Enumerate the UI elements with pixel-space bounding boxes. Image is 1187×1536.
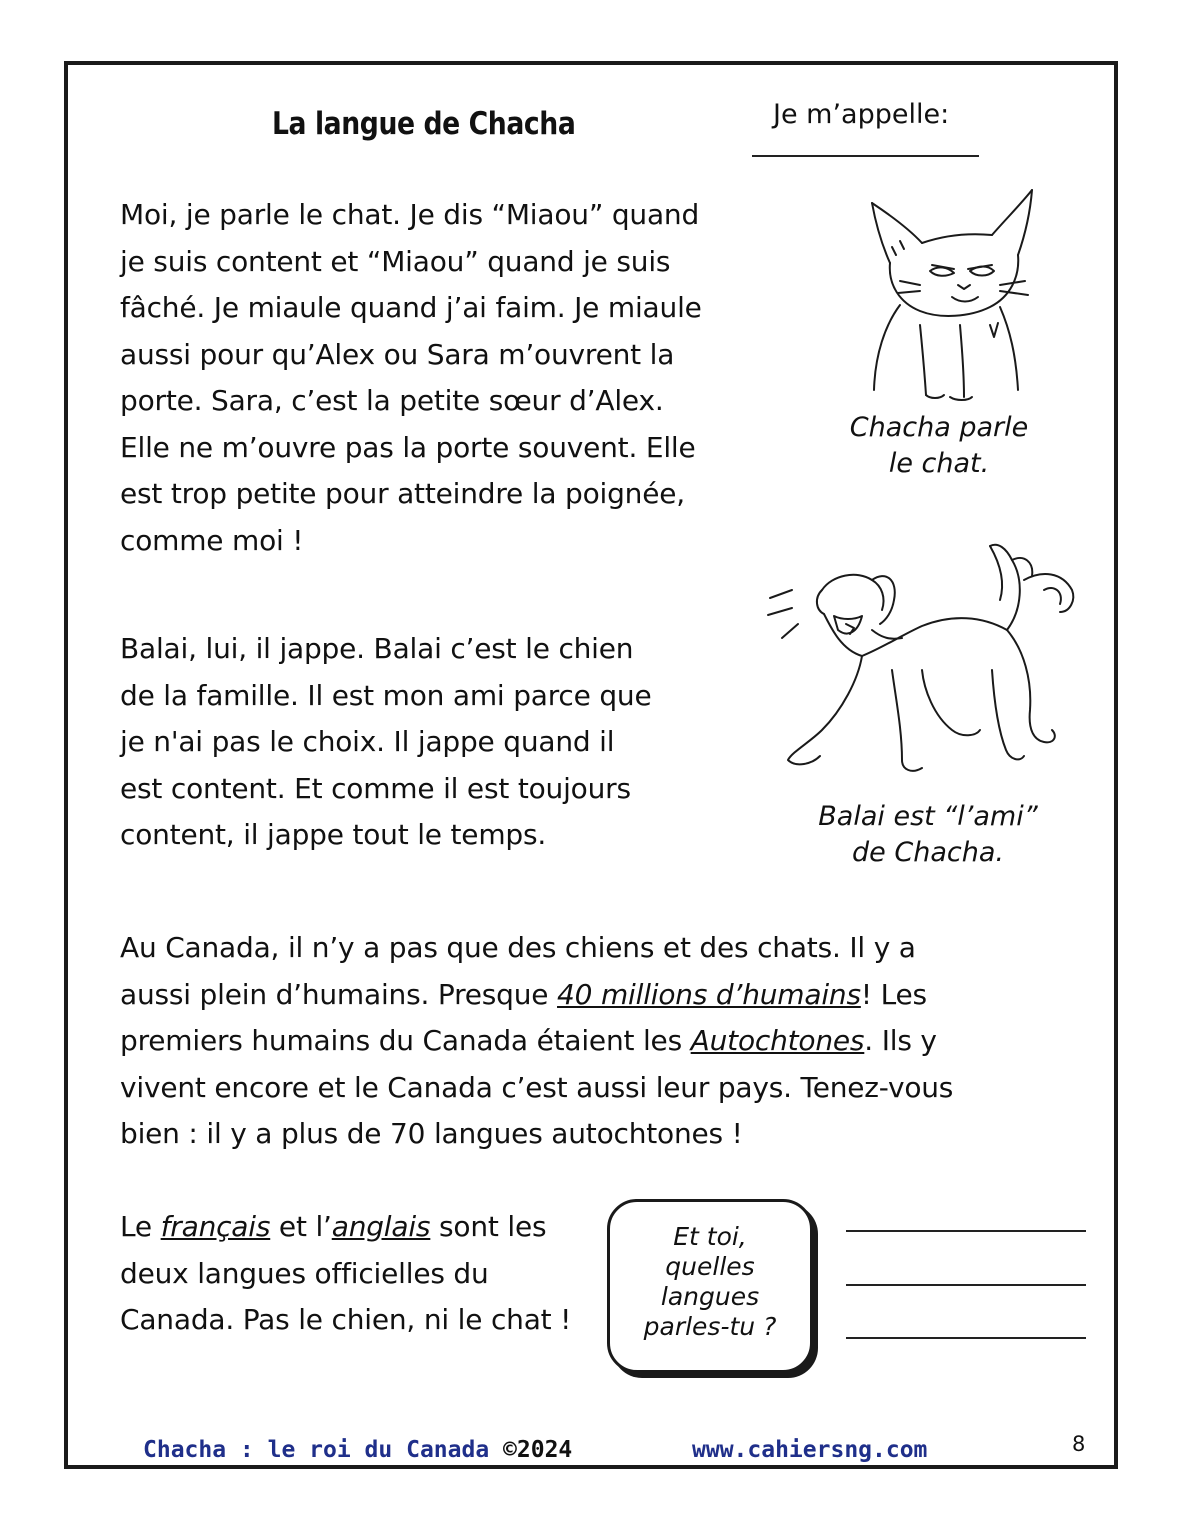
underlined-term: anglais: [331, 1210, 431, 1243]
text-line: bien : il y a plus de 70 langues autochtones !: [120, 1117, 743, 1150]
page-title: La langue de Chacha: [272, 106, 576, 142]
caption-line: Chacha parle: [849, 412, 1029, 443]
underlined-term: français: [160, 1210, 271, 1243]
text-line: de la famille. Il est mon ami parce que: [120, 678, 652, 712]
footer-website[interactable]: www.cahiersng.com: [692, 1437, 928, 1463]
name-answer-line: [752, 155, 979, 157]
text-segment: et l’: [270, 1210, 332, 1243]
text-line: est trop petite pour atteindre la poignée,: [120, 477, 685, 510]
underlined-term: Autochtones: [690, 1024, 865, 1057]
bubble-line: langues: [660, 1282, 760, 1311]
paragraph-chat: [120, 192, 702, 564]
caption-line: Balai est “l’ami”: [818, 801, 1038, 832]
cat-caption: [830, 410, 1048, 482]
text-line: comme moi !: [120, 523, 304, 557]
bubble-line: parles-tu ?: [643, 1312, 777, 1341]
paragraph-langues-officielles: [120, 1204, 571, 1344]
text-line: [120, 972, 953, 1019]
bubble-line: Et toi,: [673, 1222, 747, 1251]
paragraph-chien: [120, 626, 652, 859]
bubble-text: [610, 1222, 810, 1342]
text-line: content, il jappe tout le temps.: [120, 818, 547, 851]
book-title: Chacha : le roi du Canada: [143, 1437, 504, 1463]
dog-caption: [800, 799, 1056, 871]
text-segment: premiers humains du Canada étaient les: [120, 1024, 691, 1057]
answer-line[interactable]: [846, 1284, 1086, 1286]
text-segment: aussi plein d’humains. Presque: [120, 977, 558, 1011]
answer-line[interactable]: [846, 1337, 1086, 1339]
answer-line[interactable]: [846, 1230, 1086, 1232]
text-line: Canada. Pas le chien, ni le chat !: [120, 1303, 572, 1336]
text-line: je n'ai pas le choix. Il jappe quand il: [120, 725, 615, 758]
underlined-term: 40 millions d’humains: [557, 977, 861, 1011]
text-segment: sont les: [430, 1210, 547, 1243]
page-number: 8: [1072, 1432, 1086, 1456]
text-line: aussi pour qu’Alex ou Sara m’ouvrent la: [120, 337, 675, 371]
copyright: ©2024: [503, 1437, 573, 1463]
text-line: porte. Sara, c’est la petite sœur d’Alex.: [120, 384, 664, 417]
dog-drawing: [762, 520, 1092, 790]
text-line: deux langues officielles du: [120, 1256, 489, 1290]
text-line: est content. Et comme il est toujours: [120, 771, 631, 805]
text-line: vivent encore et le Canada c’est aussi leur pays. Tenez-vous: [120, 1070, 954, 1104]
text-line: [120, 1204, 571, 1251]
caption-line: le chat.: [888, 448, 990, 479]
text-line: Moi, je parle le chat. Je dis “Miaou” quand: [120, 198, 700, 231]
name-label: Je m’appelle:: [773, 99, 950, 130]
text-line: [120, 1018, 953, 1065]
text-line: Elle ne m’ouvre pas la porte souvent. Elle: [120, 430, 696, 464]
text-line: fâché. Je miaule quand j’ai faim. Je miaule: [120, 291, 702, 324]
text-line: Au Canada, il n’y a pas que des chiens et des chats. Il y a: [120, 931, 916, 964]
cat-drawing: [860, 185, 1040, 405]
footer-book-title: [143, 1437, 572, 1463]
text-segment: Le: [120, 1210, 161, 1243]
bubble-line: quelles: [665, 1252, 755, 1281]
caption-line: de Chacha.: [852, 837, 1004, 868]
text-line: je suis content et “Miaou” quand je suis: [120, 244, 671, 278]
text-segment: . Ils y: [864, 1024, 937, 1057]
paragraph-canada: [120, 925, 953, 1158]
text-line: Balai, lui, il jappe. Balai c’est le chien: [120, 632, 634, 665]
text-segment: ! Les: [860, 977, 927, 1011]
question-bubble: [607, 1199, 813, 1373]
